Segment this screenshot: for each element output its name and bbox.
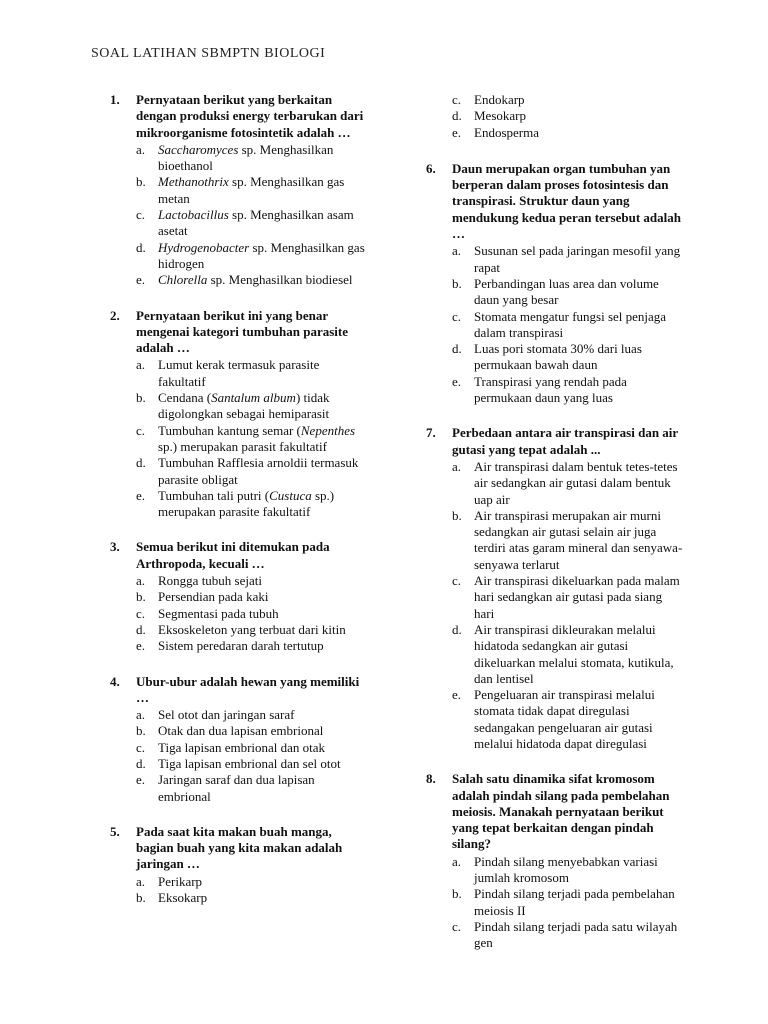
option-b <box>452 508 684 573</box>
option-text: Sistem peredaran darah tertutup <box>158 638 324 654</box>
option-text: Pindah silang menyebabkan variasi jumlah kromosom <box>474 853 658 886</box>
option-c <box>136 207 368 240</box>
option-e <box>136 488 368 521</box>
option-text: Eksoskeleton yang terbuat dari kitin <box>158 621 346 637</box>
option-text <box>158 488 334 519</box>
option-a <box>452 459 684 508</box>
option-text: Sel otot dan jaringan saraf <box>158 707 295 723</box>
option-a <box>136 573 368 589</box>
option-letter: e. <box>136 772 146 788</box>
option-text: Air transpirasi dikeluarkan pada malam hari sedangkan air gutasi pada siang hari <box>474 573 680 621</box>
option-e <box>452 687 684 752</box>
option-c <box>452 309 684 342</box>
option-d <box>136 240 368 273</box>
question-number: 6. <box>426 160 436 176</box>
option-letter: a. <box>452 243 462 259</box>
option-letter: b. <box>452 886 462 902</box>
option-text: Stomata mengatur fungsi sel penjaga dalam transpirasi <box>474 308 667 340</box>
species-name: Lactobacillus <box>158 207 229 223</box>
species-name: Santalum album <box>211 390 296 406</box>
question-text: Daun merupakan organ tumbuhan yan berperan dalam proses fotosintesis dan transpirasi. Struktur daun yang mendukung kedua peran tersebut adalah … <box>452 160 681 242</box>
question-number: 5. <box>110 823 120 839</box>
question-3 <box>110 539 368 654</box>
question-text: Pernyataan berikut yang berkaitan dengan produksi energy terbarukan dari mikroorganisme fotosintetik adalah … <box>136 92 364 140</box>
option-letter: b. <box>136 390 146 406</box>
option-letter: e. <box>136 638 146 654</box>
option-letter: c. <box>452 308 462 324</box>
option-letter: a. <box>136 573 146 589</box>
option-letter: d. <box>136 755 146 771</box>
option-b <box>136 589 368 605</box>
option-text <box>158 272 353 287</box>
option-letter: a. <box>452 458 462 474</box>
option-text <box>158 207 354 238</box>
option-letter: d. <box>136 239 146 255</box>
option-text: Pengeluaran air transpirasi melalui stomata tidak dapat diregulasi sedangakan pengeluaran air gutasi melalui hidatoda dapat diregulasi <box>474 687 655 751</box>
option-letter: c. <box>452 573 462 589</box>
option-text <box>158 142 333 173</box>
option-letter: b. <box>136 589 146 605</box>
option-text: Perbandingan luas area dan volume daun yang besar <box>474 275 659 308</box>
question-number: 2. <box>110 307 120 323</box>
option-rest: sp.) merupakan parasite fakultatif <box>158 487 335 520</box>
option-rest: ) tidak digolongkan sebagai hemiparasit <box>158 390 330 422</box>
option-d <box>452 108 684 124</box>
option-letter: e. <box>452 687 462 703</box>
question-8 <box>426 771 684 951</box>
question-text: Ubur-ubur adalah hewan yang memiliki … <box>136 673 360 705</box>
option-letter: a. <box>136 873 146 889</box>
option-letter: e. <box>136 487 146 503</box>
option-rest: sp.) merupakan parasit fakultatif <box>158 438 327 454</box>
option-c <box>136 423 368 456</box>
question-4 <box>110 674 368 805</box>
option-letter: e. <box>452 124 462 140</box>
option-d <box>136 622 368 638</box>
option-letter: c. <box>136 739 146 755</box>
option-a <box>452 854 684 887</box>
option-letter: c. <box>452 92 462 107</box>
option-c <box>136 740 368 756</box>
option-letter: e. <box>452 373 462 389</box>
option-text: Segmentasi pada tubuh <box>158 605 279 621</box>
question-1 <box>110 92 368 289</box>
option-text: Lumut kerak termasuk parasite fakultatif <box>158 357 320 389</box>
species-name: Chlorella <box>158 272 208 288</box>
option-d <box>136 455 368 488</box>
species-name: Custuca <box>269 487 312 503</box>
option-e <box>452 374 684 407</box>
option-letter: b. <box>452 275 462 291</box>
option-d <box>452 341 684 374</box>
option-text: Pindah silang terjadi pada satu wilayah gen <box>474 918 678 951</box>
option-c <box>136 606 368 622</box>
question-text: Semua berikut ini ditemukan pada Arthropoda, kecuali … <box>136 539 330 571</box>
option-letter: d. <box>452 621 462 637</box>
question-6 <box>426 161 684 406</box>
option-c <box>452 92 684 108</box>
option-letter: a. <box>136 141 146 157</box>
option-text: Air transpirasi dalam bentuk tetes-tetes air sedangkan air gutasi dalam bentuk uap air <box>474 458 678 507</box>
option-c <box>452 919 684 952</box>
option-letter: b. <box>136 890 146 906</box>
option-b <box>136 390 368 423</box>
option-text: Susunan sel pada jaringan mesofil yang rapat <box>474 243 681 275</box>
option-letter: a. <box>452 853 462 869</box>
option-text: Pindah silang terjadi pada pembelahan meiosis II <box>474 886 675 918</box>
option-b <box>136 890 368 906</box>
option-text: Endokarp <box>474 92 525 107</box>
option-e <box>452 125 684 141</box>
option-rest: sp. Menghasilkan asam asetat <box>158 207 354 239</box>
question-text: Pernyataan berikut ini yang benar mengenai kategori tumbuhan parasite adalah … <box>136 307 348 356</box>
option-text: Mesokarp <box>474 108 526 124</box>
option-d <box>452 622 684 687</box>
option-text <box>158 390 330 421</box>
option-rest: sp. Menghasilkan biodiesel <box>207 272 353 288</box>
option-text: Eksokarp <box>158 890 208 906</box>
option-letter: d. <box>136 621 146 637</box>
option-pre: Tumbuhan tali putri ( <box>158 487 270 503</box>
option-text: Air transpirasi merupakan air murni sedangkan air gutasi selain air juga terdiri atas garam mineral dan senyawa-senyawa terlarut <box>474 507 683 572</box>
option-letter: b. <box>136 723 146 739</box>
left-column <box>110 92 368 906</box>
question-number: 4. <box>110 673 120 689</box>
option-letter: b. <box>136 174 146 190</box>
option-text: Rongga tubuh sejati <box>158 573 262 589</box>
page-title: SOAL LATIHAN SBMPTN BIOLOGI <box>91 46 326 61</box>
option-text <box>158 174 344 205</box>
question-5-continued <box>426 92 684 141</box>
option-text: Perikarp <box>158 873 203 889</box>
species-name: Nepenthes <box>300 422 356 438</box>
option-letter: d. <box>136 455 146 471</box>
option-text: Tumbuhan Rafflesia arnoldii termasuk parasite obligat <box>158 455 359 487</box>
question-2 <box>110 308 368 521</box>
option-b <box>136 723 368 739</box>
option-a <box>136 707 368 723</box>
question-text: Pada saat kita makan buah manga, bagian buah yang kita makan adalah jaringan … <box>136 823 343 872</box>
question-5 <box>110 824 368 906</box>
option-letter: d. <box>452 108 462 124</box>
option-b <box>452 886 684 919</box>
option-text: Luas pori stomata 30% dari luas permukaan bawah daun <box>474 341 642 373</box>
option-text: Otak dan dua lapisan embrional <box>158 723 324 739</box>
option-a <box>452 243 684 276</box>
option-rest: sp. Menghasilkan gas metan <box>158 174 345 206</box>
option-e <box>136 772 368 805</box>
option-letter: e. <box>136 272 146 288</box>
option-text <box>158 240 365 271</box>
option-a <box>136 357 368 390</box>
question-number: 3. <box>110 539 120 555</box>
right-column <box>426 92 684 952</box>
question-7 <box>426 425 684 752</box>
option-e <box>136 272 368 288</box>
option-letter: c. <box>136 605 146 621</box>
option-a <box>136 874 368 890</box>
option-text: Tiga lapisan embrional dan sel otot <box>158 755 341 771</box>
option-letter: a. <box>136 707 146 723</box>
question-text: Perbedaan antara air transpirasi dan air gutasi yang tepat adalah ... <box>452 425 678 457</box>
option-e <box>136 638 368 654</box>
option-text: Persendian pada kaki <box>158 589 269 605</box>
question-number: 7. <box>426 425 436 441</box>
option-letter: a. <box>136 357 146 373</box>
option-c <box>452 573 684 622</box>
option-letter: c. <box>452 918 462 934</box>
option-a <box>136 142 368 175</box>
option-b <box>136 174 368 207</box>
option-pre: Cendana ( <box>158 390 212 406</box>
option-text <box>158 423 355 454</box>
option-text: Tiga lapisan embrional dan otak <box>158 739 326 755</box>
option-letter: c. <box>136 207 146 223</box>
option-rest: sp. Menghasilkan bioethanol <box>158 141 334 174</box>
option-text: Jaringan saraf dan dua lapisan embrional <box>158 772 315 804</box>
species-name: Saccharomyces <box>158 141 239 157</box>
option-text: Endosperma <box>474 124 539 140</box>
option-b <box>452 276 684 309</box>
option-d <box>136 756 368 772</box>
species-name: Methanothrix <box>158 174 229 190</box>
option-pre: Tumbuhan kantung semar ( <box>158 422 301 438</box>
question-text: Salah satu dinamika sifat kromosom adalah pindah silang pada pembelahan meiosis. Manakah pernyataan berikut yang tepat berkaitan dengan pindah silang? <box>452 771 670 852</box>
question-number: 8. <box>426 771 436 787</box>
option-text: Transpirasi yang rendah pada permukaan daun yang luas <box>474 373 627 406</box>
option-rest: sp. Menghasilkan gas hidrogen <box>158 239 365 271</box>
option-letter: c. <box>136 422 146 438</box>
option-letter: b. <box>452 507 462 523</box>
option-text: Air transpirasi dikleurakan melalui hidatoda sedangkan air gutasi dikeluarkan melalui stomata, kutikula, dan lentisel <box>474 621 674 686</box>
option-letter: d. <box>452 341 462 357</box>
question-number: 1. <box>110 92 120 107</box>
species-name: Hydrogenobacter <box>158 239 250 255</box>
